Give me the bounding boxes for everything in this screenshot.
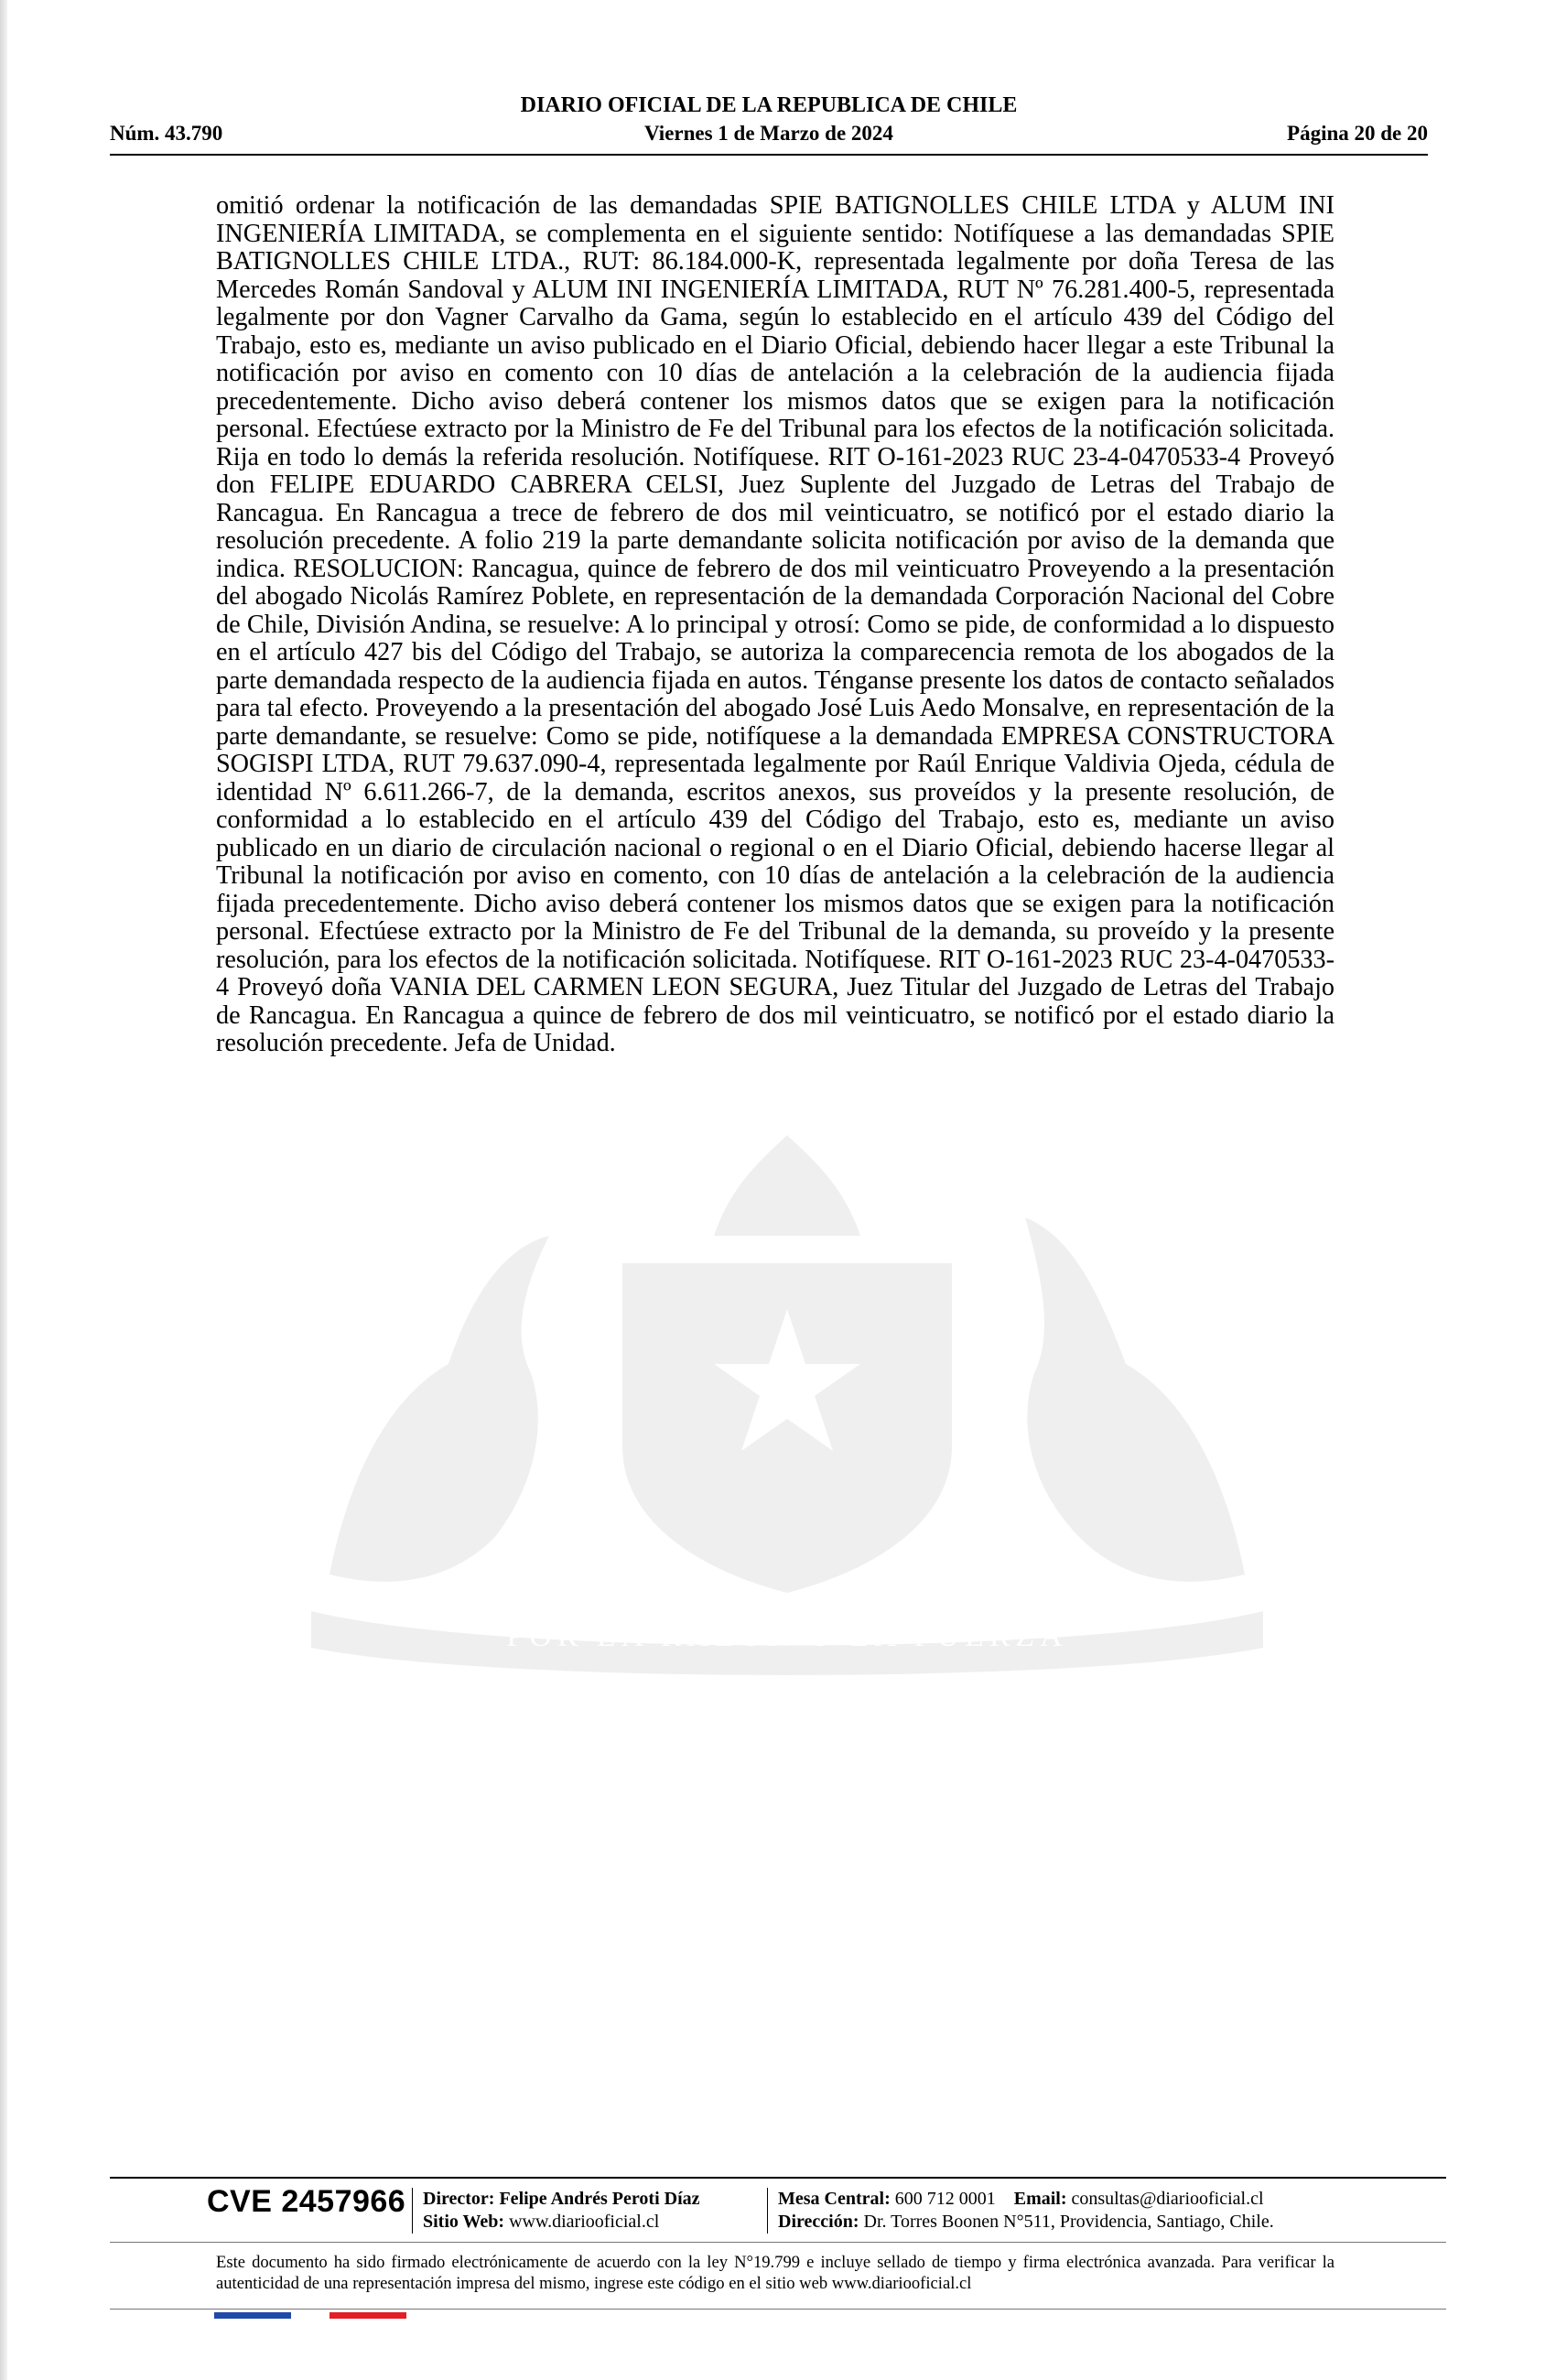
flag-segment xyxy=(291,2312,330,2319)
footer-middle-rule xyxy=(110,2242,1446,2243)
email-link[interactable]: consultas@diariooficial.cl xyxy=(1071,2189,1264,2209)
footer-top-rule xyxy=(110,2177,1446,2179)
issue-number: Núm. 43.790 xyxy=(110,122,223,145)
header-info-row xyxy=(110,122,1428,149)
document-body: omitió ordenar la notificación de las demandadas SPIE BATIGNOLLES CHILE LTDA y ALUM INI INGENIERÍA LIMITADA, se complementa en el siguiente sentido: Notifíquese a las demandadas SPIE BATIGNOLLES CHILE LTDA., RUT: 86.184.000-K, representada legalmente por doña Teresa de las Mercedes Román Sandoval y ALUM INI INGENIERÍA LIMITADA, RUT Nº 76.281.400-5, representada legalmente por don Vagner Carvalho da Gama, según lo establecido en el artículo 439 del Código del Trabajo, esto es, mediante un aviso publicado en el Diario Oficial, debiendo hacer llegar a este Tribunal la notificación por aviso en comento con 10 días de antelación a la celebración de la audiencia fijada precedentemente. Dicho aviso deberá contener los mismos datos que se exigen para la notificación personal. Efectúese extracto por la Ministro de Fe del Tribunal para los efectos de la notificación solicitada. Rija en todo lo demás la referida resolución. Notifíquese. RIT O-161-2023 RUC 23-4-0470533-4 Proveyó don FELIPE EDUARDO CABRERA CELSI, Juez Suplente del Juzgado de Letras del Trabajo de Rancagua. En Rancagua a trece de febrero de dos mil veinticuatro, se notificó por el estado diario la resolución precedente. A folio 219 la parte demandante solicita notificación por aviso de la demanda que indica. RESOLUCION: Rancagua, quince de febrero de dos mil veinticuatro Proveyendo a la presentación del abogado Nicolás Ramírez Poblete, en representación de la demandada Corporación Nacional del Cobre de Chile, División Andina, se resuelve: A lo principal y otrosí: Como se pide, de conformidad a lo dispuesto en el artículo 427 bis del Código del Trabajo, se autoriza la comparecencia remota de los abogados de la parte demandada respecto de la audiencia fijada en autos. Ténganse presente los datos de contacto señalados para tal efecto. Proveyendo a la presentación del abogado José Luis Aedo Monsalve, en representación de la parte demandante, se resuelve: Como se pide, notifíquese a la demandada EMPRESA CONSTRUCTORA SOGISPI LTDA, RUT 79.637.090-4, representada legalmente por Raúl Enrique Valdivia Ojeda, cédula de identidad Nº 6.611.266-7, de la demanda, escritos anexos, sus proveídos y la presente resolución, de conformidad a lo establecido en el artículo 439 del Código del Trabajo, esto es, mediante un aviso publicado en un diario de circulación nacional o regional o en el Diario Oficial, debiendo hacerse llegar al Tribunal la notificación por aviso en comento, con 10 días de antelación a la celebración de la audiencia fijada precedentemente. Dicho aviso deberá contener los mismos datos que se exigen para la notificación personal. Efectúese extracto por la Ministro de Fe del Tribunal de la demanda, su proveído y la presente resolución, para los efectos de la notificación solicitada. Notifíquese. RIT O-161-2023 RUC 23-4-0470533-4 Proveyó doña VANIA DEL CARMEN LEON SEGURA, Juez Titular del Juzgado de Letras del Trabajo de Rancagua. En Rancagua a quince de febrero de dos mil veinticuatro, se notificó por el estado diario la resolución precedente. Jefa de Unidad. xyxy=(216,191,1334,1057)
issue-date: Viernes 1 de Marzo de 2024 xyxy=(644,122,893,145)
flag-color-bar xyxy=(214,2312,406,2319)
flag-segment xyxy=(214,2312,253,2319)
page-header xyxy=(110,92,1428,157)
footer-contact-block xyxy=(778,2188,1274,2234)
flag-segment xyxy=(330,2312,368,2319)
central-phone: 600 712 0001 xyxy=(894,2189,996,2209)
director-label: Director: xyxy=(423,2189,495,2209)
header-divider xyxy=(110,154,1428,156)
motto-text: POR LA RAZON O LA FUERZA xyxy=(506,1619,1068,1653)
cve-code: CVE 2457966 xyxy=(207,2184,406,2219)
flag-segment xyxy=(253,2312,291,2319)
footer-separator xyxy=(412,2188,413,2234)
page-edge-shadow xyxy=(0,0,7,2380)
condor-figure xyxy=(1025,1217,1245,1582)
newspaper-title: DIARIO OFICIAL DE LA REPUBLICA DE CHILE xyxy=(520,93,1018,117)
central-label: Mesa Central: xyxy=(778,2189,891,2209)
coat-of-arms-watermark xyxy=(220,1098,1355,1684)
huemul-figure xyxy=(330,1236,549,1582)
footer-bottom-rule xyxy=(110,2309,1446,2310)
website-label: Sitio Web: xyxy=(423,2212,505,2232)
email-label: Email: xyxy=(1013,2189,1067,2209)
director-name: Felipe Andrés Peroti Díaz xyxy=(499,2189,700,2209)
address-value: Dr. Torres Boonen N°511, Providencia, Santiago, Chile. xyxy=(863,2212,1274,2232)
address-label: Dirección: xyxy=(778,2212,859,2232)
legal-notice: Este documento ha sido firmado electrónicamente de acuerdo con la ley N°19.799 e incluye sellado de tiempo y firma electrónica avanzada. Para verificar la autenticidad de una representación impresa del mismo, ingrese este código en el sitio web www.diariooficial.cl xyxy=(216,2253,1334,2293)
page-number: Página 20 de 20 xyxy=(1287,122,1428,145)
plume-shape xyxy=(714,1135,860,1236)
flag-segment xyxy=(368,2312,406,2319)
footer-separator xyxy=(767,2188,768,2234)
footer-director-block xyxy=(423,2188,700,2234)
website-link[interactable]: www.diariooficial.cl xyxy=(509,2212,660,2232)
